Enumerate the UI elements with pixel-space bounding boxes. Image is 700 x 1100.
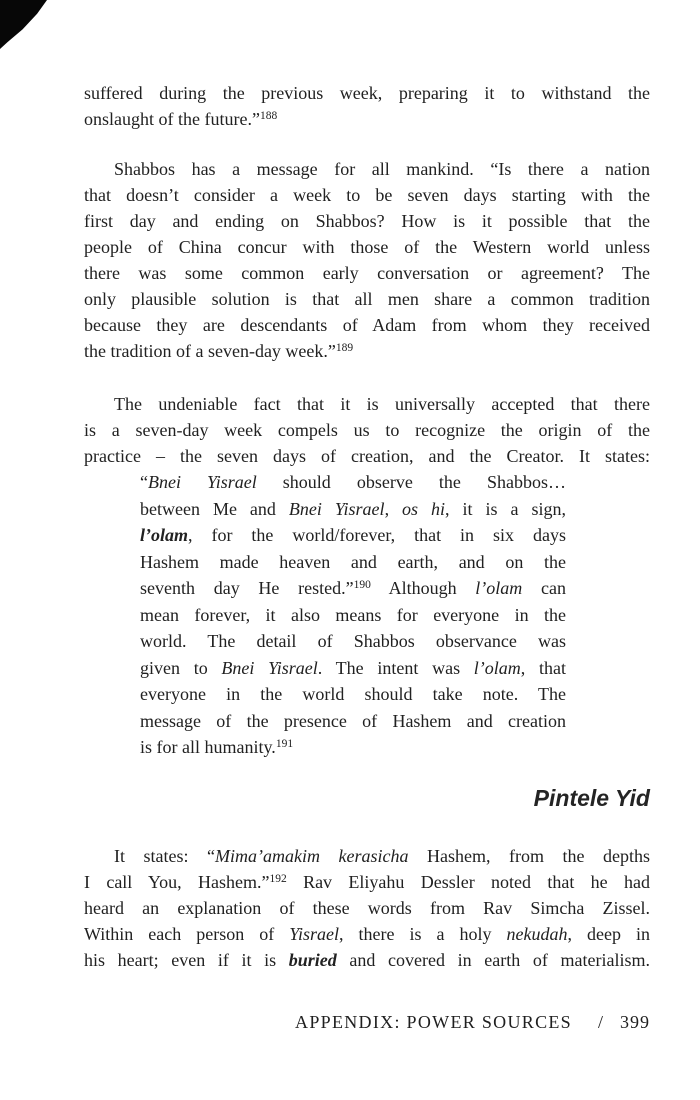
bold-italic-term: l’olam (140, 525, 188, 545)
text-line: The undeniable fact that it is universally accepted that there (114, 394, 650, 414)
body-paragraph-continuation (84, 80, 650, 132)
italic-term: Bnei Yisrael (288, 498, 385, 519)
block-quote-bnei-yisrael (140, 469, 566, 761)
text-line: l’olam, for the world/forever, that in six days (140, 525, 566, 545)
text-line: message of the presence of Hashem and creation (140, 710, 566, 731)
body-paragraph-shabbos-message (84, 156, 650, 364)
text-line: is for all humanity.$^{191}$ (140, 737, 294, 757)
italic-term: l’olam (475, 578, 523, 598)
text-line: mean forever, it also means for everyone in the (140, 604, 566, 625)
scan-corner-artifact (0, 0, 47, 49)
text-line: is a seven-day week compels us to recognize the origin of the (84, 420, 650, 440)
text-line: I call You, Hashem.”$^{192}$ Rav Eliyahu Dessler noted that he had (84, 872, 650, 892)
text-line: suffered during the previous week, preparing it to withstand the (84, 83, 650, 103)
text-line: Shabbos has a message for all mankind. “Is there a nation (114, 159, 650, 179)
text-line: that doesn’t consider a week to be seven days starting with the (84, 185, 650, 205)
text-line: the tradition of a seven-day week.”$^{189}$ (84, 341, 354, 361)
text-line: Hashem made heaven and earth, and on the (140, 551, 566, 572)
text-line: onslaught of the future.”$^{188}$ (84, 109, 278, 129)
text-line: there was some common early conversation or agreement? The (84, 263, 650, 283)
text-line: his heart; even if it is buried and covered in earth of materialism. (84, 950, 650, 970)
italic-term: Yisrael (289, 924, 339, 944)
italic-term: Bnei Yisrael (148, 472, 257, 492)
text-line: “Bnei Yisrael should observe the Shabbos… (140, 472, 566, 492)
footnote-reference: 191 (275, 738, 294, 750)
text-line: world. The detail of Shabbos observance was (140, 631, 566, 651)
text-line: first day and ending on Shabbos? How is it possible that the (84, 211, 650, 231)
page-number: 399 (620, 1012, 650, 1032)
footnote-reference: 192 (269, 873, 287, 885)
text-line: given to Bnei Yisrael. The intent was l’olam, that (140, 657, 566, 678)
italic-term: l’olam (473, 657, 521, 678)
footer-separator: / (597, 1012, 603, 1032)
text-line: everyone in the world should take note. The (140, 684, 566, 704)
italic-term: nekudah (506, 924, 568, 944)
section-heading: Pintele Yid (533, 785, 650, 811)
footer-section-title: APPENDIX: POWER SOURCES (295, 1012, 572, 1032)
footnote-reference: 190 (353, 579, 371, 591)
text-line: between Me and Bnei Yisrael, os hi, it is a sign, (140, 498, 566, 519)
text-line: It states: “Mima’amakim kerasicha Hashem, from the depths (114, 846, 650, 866)
text-line: heard an explanation of these words from Rav Simcha Zissel. (84, 898, 650, 918)
italic-term: os hi (402, 498, 446, 519)
text-line: only plausible solution is that all men share a common tradition (84, 289, 650, 309)
text-line: Within each person of Yisrael, there is a holy nekudah, deep in (84, 924, 650, 944)
footnote-reference: 189 (335, 342, 354, 354)
italic-term: Bnei Yisrael (221, 657, 318, 678)
text-line: seventh day He rested.”$^{190}$ Although l’olam can (140, 578, 566, 598)
text-line: people of China concur with those of the Western world unless (84, 237, 650, 257)
text-line: because they are descendants of Adam from whom they received (84, 315, 650, 335)
body-paragraph-seven-day-week (84, 391, 650, 469)
italic-term: Mima’amakim kerasicha (215, 846, 409, 866)
bold-italic-term: buried (288, 950, 337, 970)
text-line: practice – the seven days of creation, and the Creator. It states: (84, 446, 650, 466)
body-paragraph-pintele-yid (84, 843, 650, 973)
running-footer (84, 1012, 650, 1033)
footnote-reference: 188 (259, 110, 278, 122)
